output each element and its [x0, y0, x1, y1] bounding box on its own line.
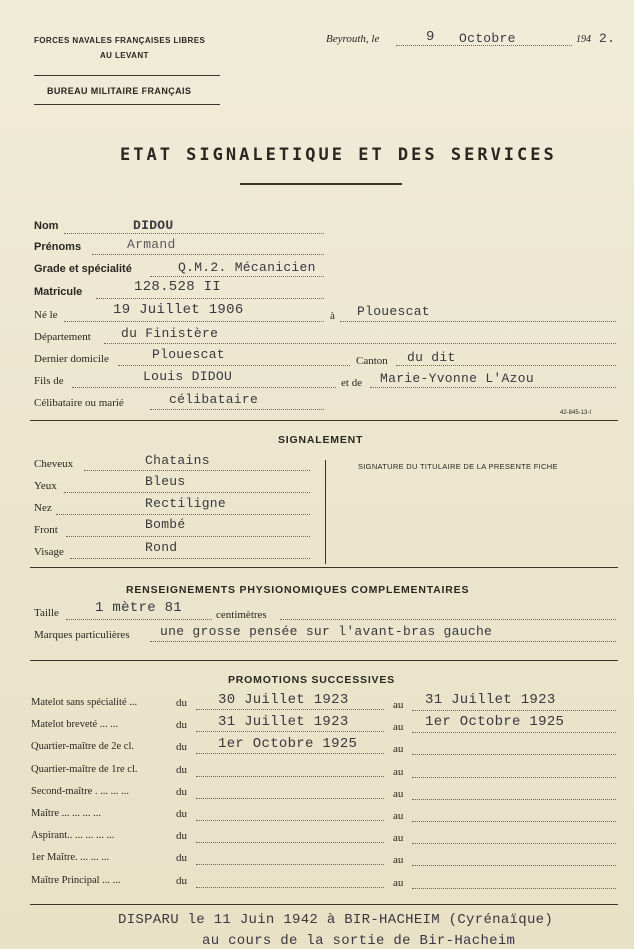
fils-label: Fils de — [34, 375, 64, 387]
promotion-du-label: du — [176, 764, 187, 776]
front-value: Bombé — [145, 517, 186, 532]
promotion-du-label: du — [176, 719, 187, 731]
domicile-label: Dernier domicile — [34, 353, 109, 365]
promotion-row-label: 1er Maître. ... ... ... — [31, 852, 110, 863]
promotion-du-label: du — [176, 786, 187, 798]
section-rule-1 — [30, 420, 618, 421]
section-rule-4 — [30, 904, 618, 905]
date-month: Octobre — [459, 31, 516, 46]
signature-label: SIGNATURE DU TITULAIRE DE LA PRESENTE FICHE — [358, 462, 558, 471]
taille-value: 1 mètre 81 — [95, 600, 183, 616]
bureau-bottom-rule — [34, 104, 220, 105]
promotion-du-value: 1er Octobre 1925 — [218, 736, 358, 752]
yeux-value: Bleus — [145, 474, 186, 489]
org-subname: AU LEVANT — [100, 51, 149, 60]
mere-label: et de — [341, 377, 363, 389]
departement-label: Département — [34, 331, 91, 343]
physio-title: RENSEIGNEMENTS PHYSIONOMIQUES COMPLEMENTAIRES — [126, 584, 470, 596]
form-code: 42-845-13-I — [560, 410, 592, 416]
visage-label: Visage — [34, 546, 64, 558]
taille-label: Taille — [34, 607, 59, 619]
date-day: 9 — [426, 29, 435, 45]
nez-label: Nez — [34, 502, 52, 514]
canton-label: Canton — [356, 355, 388, 367]
a-value: Plouescat — [357, 304, 430, 319]
matricule-label: Matricule — [34, 286, 83, 298]
marques-value: une grosse pensée sur l'avant-bras gauche — [160, 624, 493, 639]
promotion-du-label: du — [176, 875, 187, 887]
title-underline — [240, 183, 402, 185]
mere-value: Marie-Yvonne L'Azou — [380, 371, 534, 386]
promotion-du-label: du — [176, 830, 187, 842]
nez-value: Rectiligne — [145, 496, 227, 511]
promotion-au-label: au — [393, 877, 404, 889]
promotion-au-value: 31 Juillet 1923 — [425, 692, 556, 708]
promotion-row-label: Maître ... ... ... ... — [31, 808, 101, 819]
signalement-title: SIGNALEMENT — [278, 434, 364, 446]
ne-label: Né le — [34, 309, 58, 321]
grade-value: Q.M.2. Mécanicien — [178, 260, 316, 275]
promotion-au-value: 1er Octobre 1925 — [425, 714, 565, 730]
promotion-au-label: au — [393, 854, 404, 866]
org-name: FORCES NAVALES FRANÇAISES LIBRES — [34, 36, 206, 45]
promotion-au-label: au — [393, 766, 404, 778]
year-digit: 2. — [599, 31, 616, 46]
visage-value: Rond — [145, 540, 178, 555]
ne-value: 19 Juillet 1906 — [113, 302, 244, 318]
promotion-row-label: Matelot sans spécialité ... — [31, 697, 138, 708]
promotion-au-label: au — [393, 810, 404, 822]
promotion-au-label: au — [393, 699, 404, 711]
promotion-row-label: Quartier-maître de 1re cl. — [31, 764, 138, 775]
promotion-au-label: au — [393, 743, 404, 755]
section-rule-3 — [30, 660, 618, 661]
promotions-title: PROMOTIONS SUCCESSIVES — [228, 674, 395, 686]
signalement-divider — [325, 460, 326, 564]
disparu-line: DISPARU le 11 Juin 1942 à BIR-HACHEIM (Cyrénaïque) — [118, 912, 554, 928]
a-label: à — [330, 310, 335, 322]
promotion-au-label: au — [393, 832, 404, 844]
page-title: ETAT SIGNALETIQUE ET DES SERVICES — [120, 145, 557, 165]
fils-value: Louis DIDOU — [143, 369, 233, 384]
section-rule-2 — [30, 567, 618, 568]
promotion-au-label: au — [393, 788, 404, 800]
promotion-du-value: 30 Juillet 1923 — [218, 692, 349, 708]
marques-label: Marques particulières — [34, 629, 130, 641]
promotion-du-label: du — [176, 808, 187, 820]
promotion-row-label: Second-maître . ... ... ... — [31, 786, 129, 797]
canton-value: du dit — [407, 350, 456, 365]
promotion-row-label: Aspirant.. ... ... ... ... — [31, 830, 115, 841]
promotion-du-value: 31 Juillet 1923 — [218, 714, 349, 730]
taille-unit: centimètres — [216, 609, 267, 621]
promotion-au-label: au — [393, 721, 404, 733]
promotion-du-label: du — [176, 852, 187, 864]
sortie-line: au cours de la sortie de Bir-Hacheim — [202, 933, 516, 949]
bureau-name: BUREAU MILITAIRE FRANÇAIS — [47, 86, 192, 96]
promotion-row-label: Quartier-maître de 2e cl. — [31, 741, 134, 752]
promotion-row-label: Maître Principal ... ... — [31, 875, 121, 886]
prenoms-label: Prénoms — [34, 241, 82, 253]
celib-value: célibataire — [169, 392, 259, 407]
year-prefix: 194 — [576, 34, 591, 45]
yeux-label: Yeux — [34, 480, 57, 492]
prenoms-value: Armand — [127, 237, 176, 252]
cheveux-label: Cheveux — [34, 458, 74, 470]
cheveux-value: Chatains — [145, 453, 210, 468]
promotion-row-label: Matelot breveté ... ... — [31, 719, 119, 730]
celib-label: Célibataire ou marié — [34, 397, 124, 409]
front-label: Front — [34, 524, 58, 536]
promotion-du-label: du — [176, 741, 187, 753]
domicile-value: Plouescat — [152, 347, 225, 362]
grade-label: Grade et spécialité — [34, 263, 132, 275]
place-date-prefix: Beyrouth, le — [326, 33, 380, 45]
nom-value: DIDOU — [133, 218, 174, 233]
departement-value: du Finistère — [121, 326, 219, 341]
promotion-du-label: du — [176, 697, 187, 709]
bureau-top-rule — [34, 75, 220, 76]
matricule-value: 128.528 II — [134, 279, 222, 295]
nom-label: Nom — [34, 220, 59, 232]
